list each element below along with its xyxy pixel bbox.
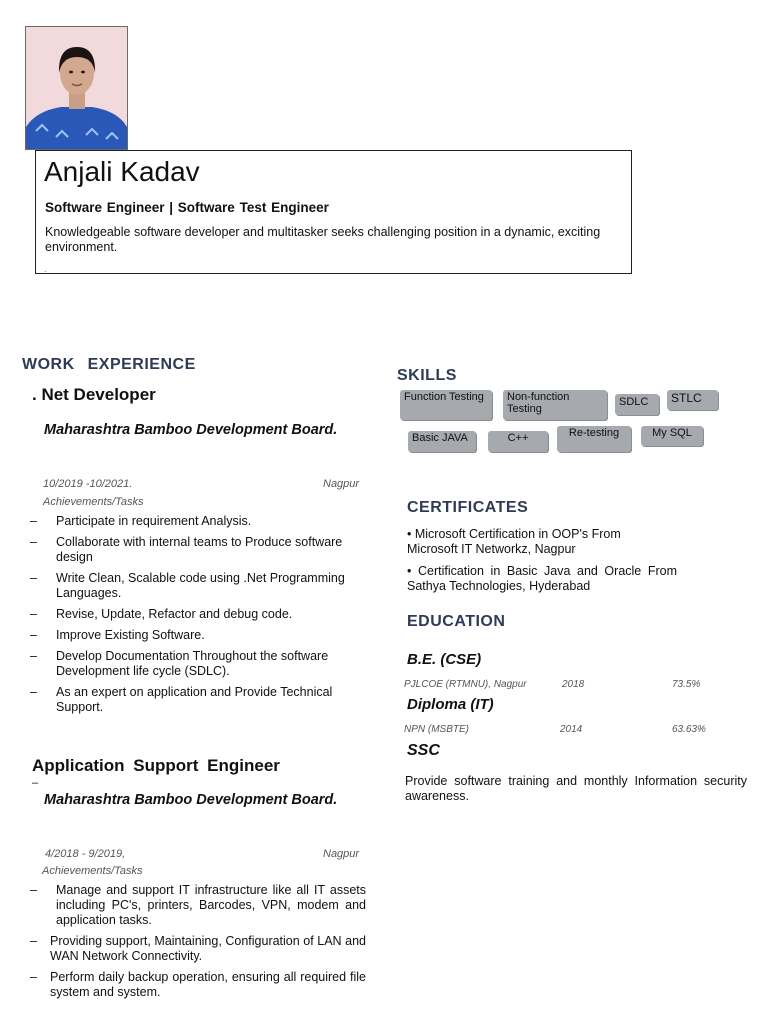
job-location: Nagpur <box>323 848 360 860</box>
list-item: – Write Clean, Scalable code using .Net Programming Languages. <box>30 571 345 600</box>
education-degree: Diploma (IT) <box>407 696 494 713</box>
candidate-summary: Knowledgeable software developer and multitasker seeks challenging position in a dynamic, exciting environment. <box>45 225 601 254</box>
list-item: – Manage and support IT infrastructure like all IT assets including PC's, printers, Barcodes, VPN, modem and application tasks. <box>30 883 366 927</box>
job-dates: 10/2019 -10/2021. <box>43 478 133 490</box>
list-item: – Develop Documentation Throughout the software Development life cycle (SDLC). <box>30 649 329 678</box>
job-title: . Net Developer <box>32 385 156 404</box>
work-experience-heading: WORK EXPERIENCE <box>22 356 196 373</box>
task-list <box>30 514 364 715</box>
achievements-label: Achievements/Tasks <box>42 865 143 877</box>
skill-tag: Non-function Testing <box>503 390 607 420</box>
education-note: Provide software training and monthly Information security awareness. <box>405 774 747 803</box>
header-dot: . <box>44 264 47 274</box>
list-item: – Improve Existing Software. <box>30 628 205 642</box>
person-portrait-icon <box>26 27 127 149</box>
skill-tag: Basic JAVA <box>408 431 476 452</box>
certificate-item: • Certification in Basic Java and Oracle From Sathya Technologies, Hyderabad <box>407 564 677 593</box>
skill-tag: SDLC <box>615 394 659 415</box>
job-title: Application Support Engineer <box>32 756 280 775</box>
skill-tag: My SQL <box>641 426 703 446</box>
education-institute: NPN (MSBTE) <box>404 724 469 735</box>
candidate-role: Software Engineer | Software Test Engineer <box>45 200 329 215</box>
education-year: 2014 <box>560 724 583 735</box>
profile-photo <box>25 26 128 150</box>
candidate-name: Anjali Kadav <box>44 156 200 187</box>
education-score: 73.5% <box>672 679 701 690</box>
list-item: – Providing support, Maintaining, Configuration of LAN and WAN Network Connectivity. <box>30 934 366 963</box>
skills-heading: SKILLS <box>397 367 457 384</box>
list-item: – Revise, Update, Refactor and debug code. <box>30 607 293 621</box>
certificate-item: • Microsoft Certification in OOP's From Microsoft IT Networkz, Nagpur <box>407 527 621 556</box>
list-item: – Perform daily backup operation, ensuring all required file system and system. <box>30 970 366 999</box>
education-heading: EDUCATION <box>407 613 506 630</box>
list-item: – Collaborate with internal teams to Produce software design <box>30 535 343 564</box>
achievements-label: Achievements/Tasks <box>43 496 144 508</box>
list-item: – Participate in requirement Analysis. <box>30 514 252 528</box>
skill-tag: Re-testing <box>557 426 631 452</box>
job-location: Nagpur <box>323 478 360 490</box>
education-year: 2018 <box>562 679 585 690</box>
skill-tag: STLC <box>667 390 718 410</box>
education-degree: SSC <box>407 742 440 759</box>
certificates-heading: CERTIFICATES <box>407 499 529 516</box>
skill-tag: C++ <box>488 431 548 452</box>
task-list <box>30 883 366 1000</box>
education-institute: PJLCOE (RTMNU), Nagpur <box>404 679 527 690</box>
education-degree: B.E. (CSE) <box>407 651 482 668</box>
skill-tag: Function Testing <box>400 390 492 420</box>
job-dates: 4/2018 - 9/2019, <box>45 848 126 860</box>
list-item: – As an expert on application and Provide Technical Support. <box>30 685 333 714</box>
job-title-dash: – <box>32 777 39 789</box>
job-company: Maharashtra Bamboo Development Board. <box>44 792 338 808</box>
job-company: Maharashtra Bamboo Development Board. <box>44 422 338 438</box>
education-score: 63.63% <box>672 724 706 735</box>
